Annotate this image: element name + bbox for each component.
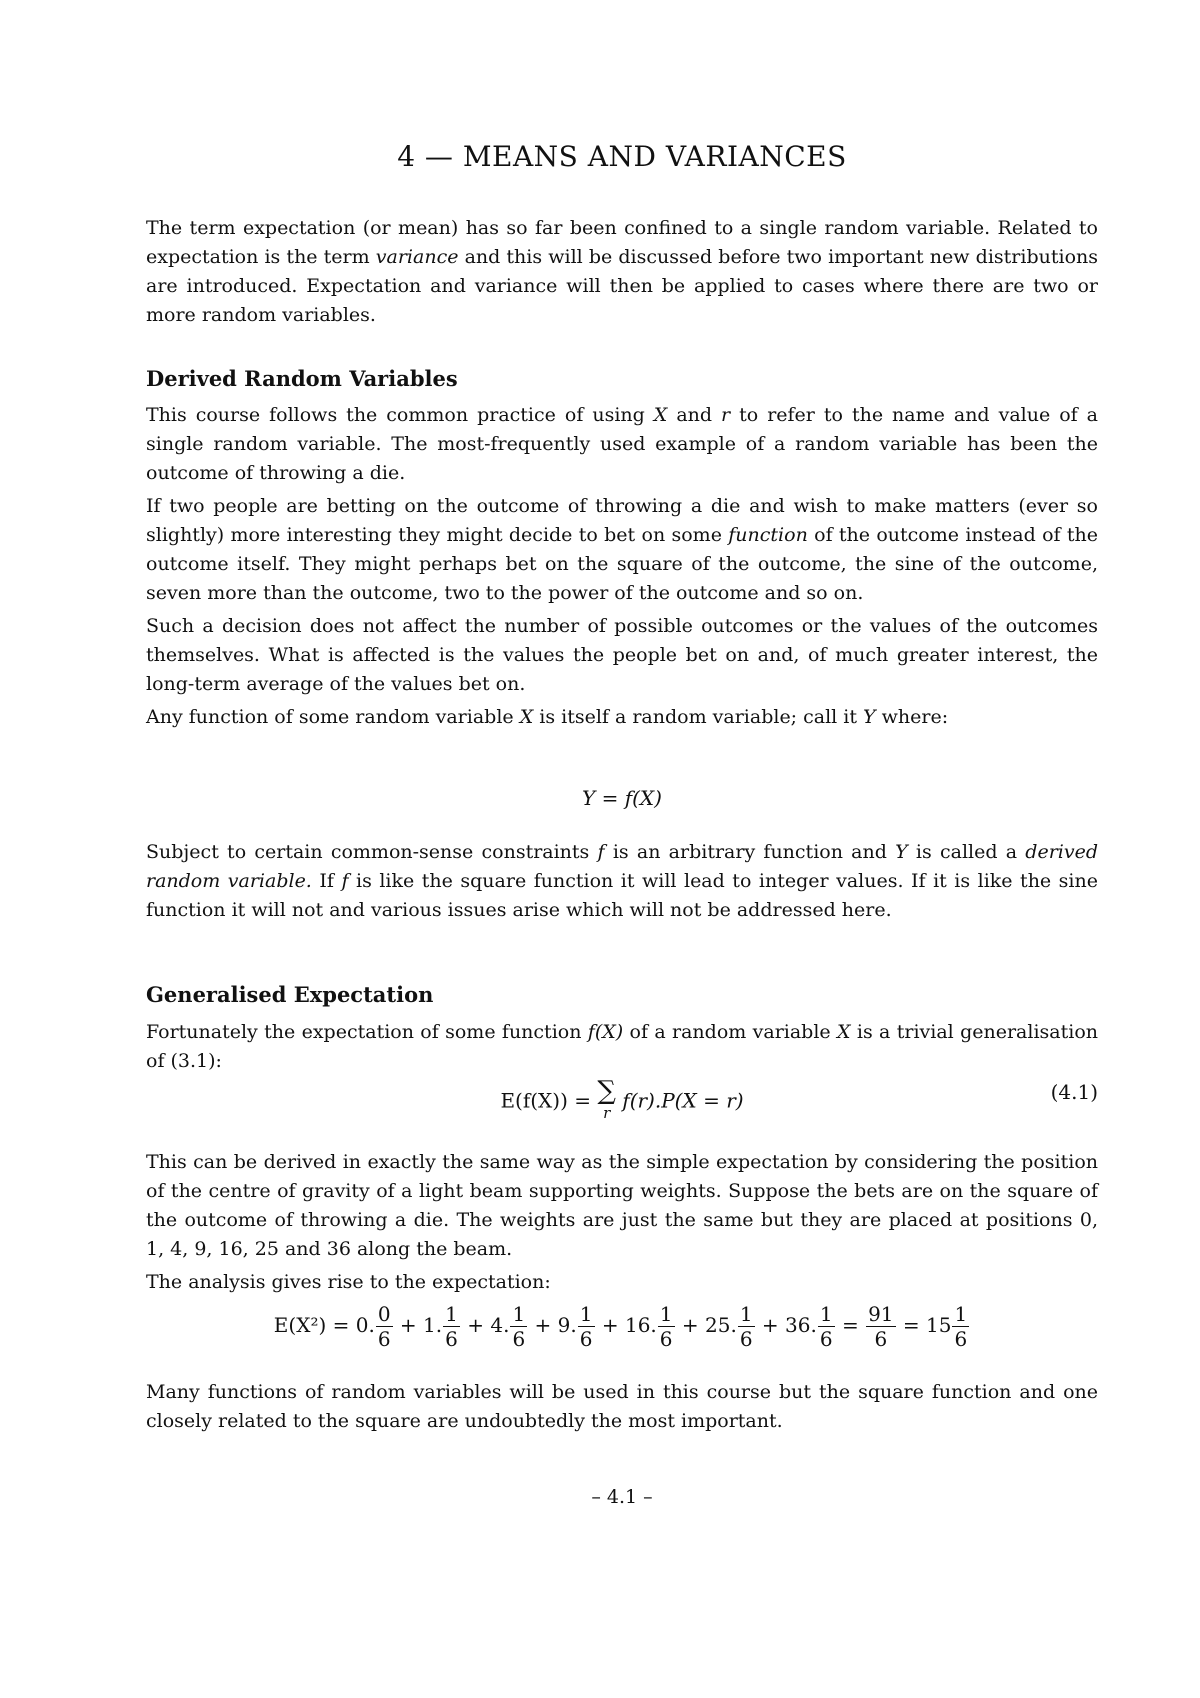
equation-mixed-whole: 15 [926,1313,952,1337]
equation-coefficient: 4. [490,1313,510,1337]
equation-operator: + [755,1313,786,1337]
generalised-paragraph-4: Many functions of random variables will be used in this course but the square function and one closely related to the square are undoubtedly the most important. [146,1381,1098,1432]
generalised-paragraph-2: This can be derived in exactly the same way as the simple expectation by considering the position of the centre of gravity of a light beam supporting weights. Suppose the bets are on the square of the outcome of throwing a die. The weights are just the same but they are placed at positions 0, 1, 4, 9, 16, 25 and 36 along the beam. [146,1151,1098,1260]
derived-paragraph-2: If two people are betting on the outcome of throwing a die and wish to make matters (ever so slightly) more interesting they might decide to bet on some function of the outcome instead of the outcome itself. They might perhaps bet on the square of the outcome, the sine of the outcome, seven more than the outcome, two to the power of the outcome and so on. [146,495,1098,604]
derived-paragraphs [146,401,1098,732]
equation-coefficient: 9. [557,1313,577,1337]
equation-operator: = [835,1313,866,1337]
equation-operator: = [896,1313,927,1337]
section-heading-derived: Derived Random Variables [146,366,458,391]
equation-fraction: $\frac{1}{6}$ [579,1302,593,1351]
generalised-paragraph-4-block [146,1378,1098,1436]
page-title: 4 — MEANS AND VARIANCES [397,140,847,173]
equation-fraction: $\frac{1}{6}$ [445,1302,458,1351]
derived-paragraph-5-block [146,838,1098,925]
equation-fraction: $\frac{1}{6}$ [659,1302,673,1351]
equation-number-4-1: (4.1) [1050,1080,1098,1104]
generalised-paragraph-1: Fortunately the expectation of some function f(X) of a random variable X is a trivial generalisation of (3.1): [146,1021,1099,1072]
section-generalised [146,982,1098,1007]
equation-coefficient: 1. [423,1313,443,1337]
page-number: – 4.1 – [591,1486,653,1508]
generalised-paragraph-2-block [146,1148,1098,1297]
equation-operator: + [528,1313,558,1337]
derived-paragraph-3: Such a decision does not affect the number of possible outcomes or the values of the outcomes themselves. What is affected is the values the people bet on and, of much greater interest, the long-term average of the values bet on. [146,615,1098,695]
generalised-paragraph-1-block [146,1018,1098,1076]
equation-coefficient: 36. [785,1313,817,1337]
section-heading-generalised: Generalised Expectation [146,982,434,1007]
equation-fraction: $\frac{0}{6}$ [377,1302,391,1351]
derived-paragraph-4: Any function of some random variable X is itself a random variable; call it Y where: [146,706,949,728]
intro-paragraph-block [146,214,1098,330]
equation-operator: + [595,1313,625,1337]
section-derived [146,366,1098,391]
equation-operator: + [393,1313,424,1337]
equation-coefficient: 16. [624,1313,657,1337]
generalised-paragraph-3: The analysis gives rise to the expectation: [146,1271,551,1293]
intro-paragraph: The term expectation (or mean) has so far been confined to a single random variable. Related to expectation is the term variance and this will be discussed before two important new distributions are introduced. Expectation and variance will then be applied to cases where there are two or more random variables. [146,217,1098,326]
equation-mixed-fraction: $\frac{1}{6}$ [954,1302,968,1351]
derived-paragraph-1: This course follows the common practice of using X and r to refer to the name and value of a single random variable. The most-frequently used example of a random variable has been the outcome of throwing a die. [146,404,1098,484]
equation-y-f-x: Y = f(X) [582,786,662,810]
equation-total-fraction: $\frac{91}{6}$ [868,1302,894,1351]
equation-fraction: $\frac{1}{6}$ [819,1302,833,1351]
equation-coefficient: 25. [705,1313,737,1337]
equation-lhs: E(X²) = [273,1313,356,1337]
equation-fraction: $\frac{1}{6}$ [512,1302,526,1351]
equation-operator: + [460,1313,491,1337]
equation-expectation-x-squared [146,1302,1098,1351]
equation-4-1: E(f(X)) = ∑ r f(r).P(X = r) [500,1076,744,1122]
equation-operator: + [675,1313,706,1337]
derived-paragraph-5: Subject to certain common-sense constraints f is an arbitrary function and Y is called a derived random variable. If f is like the square function it will lead to integer values. If it is like the sine function it will not and various issues arise which will not be addressed here. [146,841,1099,921]
equation-coefficient: 0. [355,1313,375,1337]
equation-fraction: $\frac{1}{6}$ [739,1302,753,1351]
